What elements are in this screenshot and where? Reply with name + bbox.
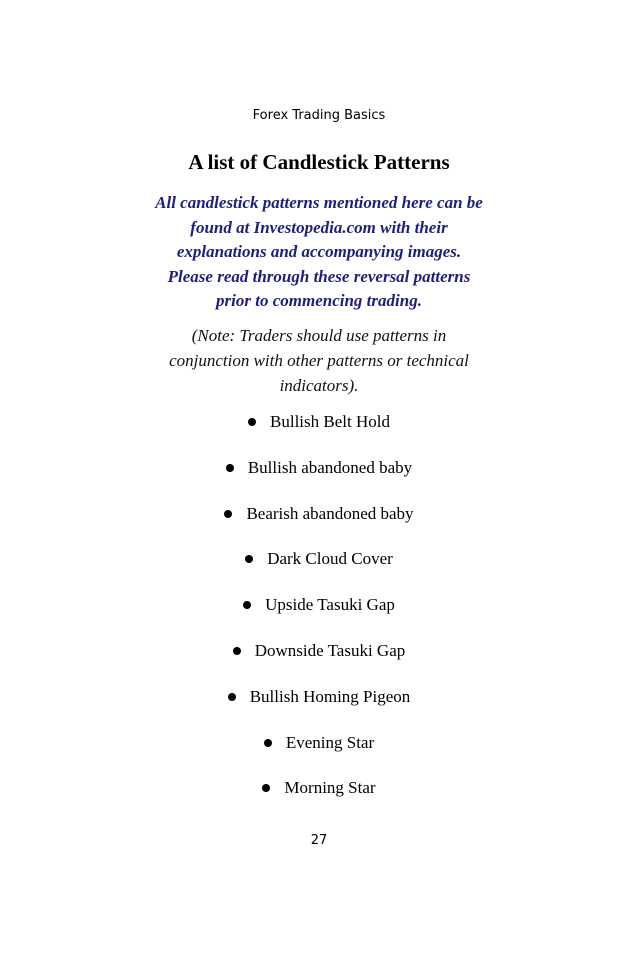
bullet-icon [264, 739, 272, 747]
bullet-icon [233, 647, 241, 655]
pattern-name: Evening Star [285, 732, 375, 752]
list-item [0, 502, 638, 548]
list-item [0, 685, 638, 731]
list-item [0, 456, 638, 502]
list-item [0, 593, 638, 639]
pattern-name: Bearish abandoned baby [246, 503, 414, 523]
running-header: Forex Trading Basics [252, 108, 386, 123]
intro-line: prior to commencing trading. [216, 291, 422, 310]
bullet-icon [245, 555, 253, 563]
pattern-name: Morning Star [284, 778, 376, 798]
bullet-icon [262, 784, 270, 792]
bullet-icon [248, 418, 256, 426]
pattern-list [0, 410, 638, 822]
intro-paragraph [119, 191, 519, 314]
pattern-name: Bullish Homing Pigeon [249, 686, 411, 706]
pattern-name: Bullish Belt Hold [270, 412, 390, 431]
list-item [0, 547, 638, 593]
pattern-name: Upside Tasuki Gap [265, 595, 395, 615]
bullet-icon [224, 510, 232, 518]
intro-line: All candlestick patterns mentioned here can be [155, 193, 483, 212]
page-title: A list of Candlestick Patterns [188, 150, 450, 174]
intro-line: found at Investopedia.com with their [190, 217, 448, 237]
pattern-name: Dark Cloud Cover [267, 549, 393, 569]
page-number: 27 [310, 833, 328, 848]
list-item [0, 776, 638, 822]
pattern-name: Downside Tasuki Gap [254, 640, 406, 660]
note-line: (Note: Traders should use patterns in [191, 326, 447, 345]
bullet-icon [228, 693, 236, 701]
intro-line: Please read through these reversal patterns [167, 266, 471, 286]
list-item [0, 410, 638, 456]
intro-line: explanations and accompanying images. [176, 242, 462, 261]
bullet-icon [243, 601, 251, 609]
bullet-icon [226, 464, 234, 472]
list-item [0, 639, 638, 685]
note-line: conjunction with other patterns or technical [169, 351, 469, 370]
note-line: indicators). [279, 376, 359, 395]
list-item [0, 731, 638, 777]
note-paragraph [119, 323, 519, 398]
pattern-name: Bullish abandoned baby [247, 457, 413, 477]
